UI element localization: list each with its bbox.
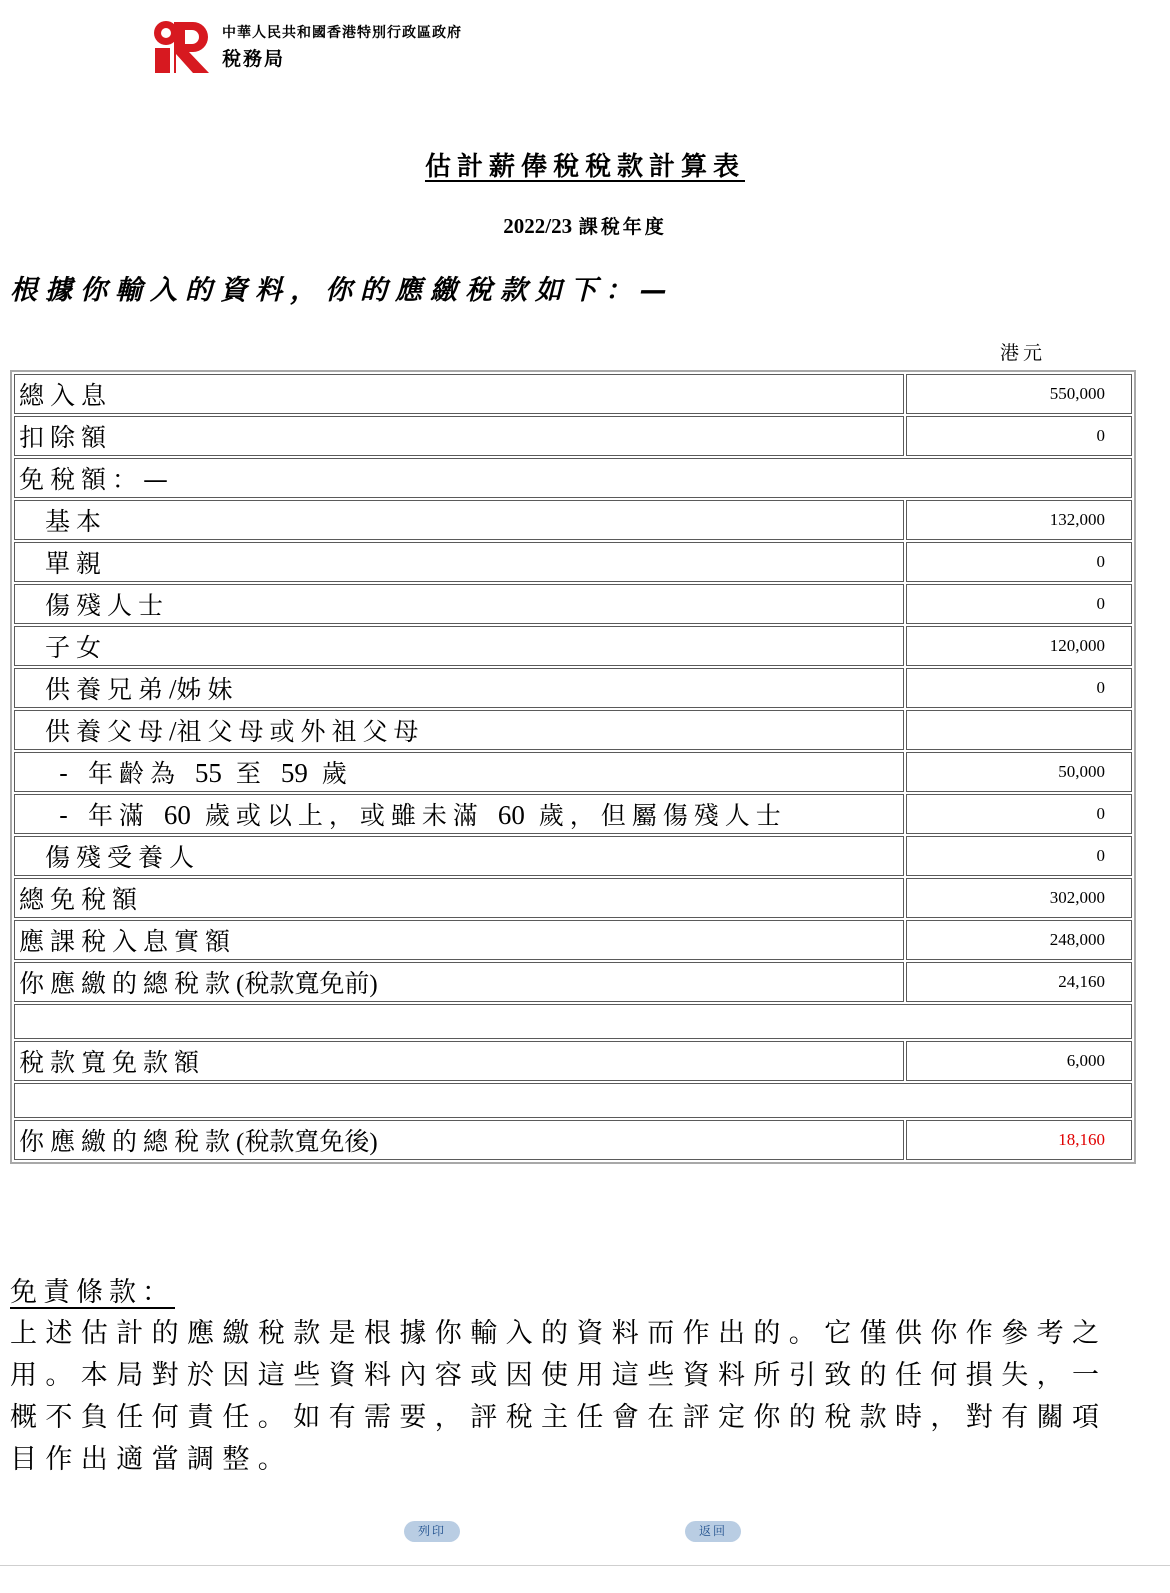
separator: / <box>169 716 177 746</box>
total-allowances-value: 302,000 <box>906 878 1132 918</box>
age-number: 55 <box>194 758 222 788</box>
disabled-person-label: 傷殘人士 <box>14 584 904 624</box>
basic-allowance-label: 基本 <box>14 500 904 540</box>
tax-before-reduction-value: 24,160 <box>906 962 1132 1002</box>
net-chargeable-income-value: 248,000 <box>906 920 1132 960</box>
tax-computation-table <box>10 370 1136 1164</box>
siblings-label <box>14 668 904 708</box>
disclaimer-body: 上述估計的應繳稅款是根據你輸入的資料而作出的。它僅供你作參考之用。本局對於因這些資料內容或因使用這些資料所引致的任何損失，一概不負任何責任。如有需要，評稅主任會在評定你的稅款時，對有關項目作出適當調整。 <box>10 1318 1108 1475</box>
deductions-label: 扣除額 <box>14 416 904 456</box>
parents-label-a: 供養父母 <box>45 717 170 746</box>
net-chargeable-income-label: 應課稅入息實額 <box>14 920 904 960</box>
assessment-year <box>0 212 1170 239</box>
age-number: 60 <box>163 800 191 830</box>
table-row <box>14 668 1132 708</box>
header <box>150 18 650 78</box>
text-part: 歲 <box>307 759 353 788</box>
text-part: 歲，但屬傷殘人士 <box>524 801 787 830</box>
spacer-row <box>14 1004 1132 1039</box>
table-row <box>14 416 1132 456</box>
government-name: 中華人民共和國香港特別行政區政府 <box>222 25 462 41</box>
total-income-value: 550,000 <box>906 374 1132 414</box>
text-part: (稅款寬免後) <box>236 1129 378 1156</box>
tax-after-reduction-value: 18,160 <box>906 1120 1132 1160</box>
table-row <box>14 794 1132 834</box>
disabled-dependant-label: 傷殘受養人 <box>14 836 904 876</box>
tax-before-reduction-label <box>14 962 904 1002</box>
table-row <box>14 1120 1132 1160</box>
siblings-value: 0 <box>906 668 1132 708</box>
currency-label: 港元 <box>1000 342 1047 364</box>
parents-60-value: 0 <box>906 794 1132 834</box>
ird-logo <box>153 20 211 74</box>
page-title: 估計薪俸稅稅款計算表 <box>424 152 745 182</box>
text-part: (稅款寬免前) <box>236 971 378 998</box>
tax-after-reduction-label <box>14 1120 904 1160</box>
table-row <box>14 752 1132 792</box>
intro-text: 根據你輸入的資料，你的應繳稅款如下：— <box>10 275 675 306</box>
parents-value <box>906 710 1132 750</box>
table-row <box>14 1041 1132 1081</box>
empty-cell <box>14 1083 1132 1118</box>
total-allowances-label: 總免稅額 <box>14 878 904 918</box>
deductions-value: 0 <box>906 416 1132 456</box>
parents-60-label <box>14 794 904 834</box>
table-row <box>14 836 1132 876</box>
age-number: 60 <box>497 800 525 830</box>
spacer-row <box>14 1083 1132 1118</box>
parents-55-59-label <box>14 752 904 792</box>
allowances-header: 免稅額：— <box>14 458 1132 498</box>
parents-label <box>14 710 904 750</box>
table-row <box>14 458 1132 498</box>
disabled-dependant-value: 0 <box>906 836 1132 876</box>
table-row <box>14 878 1132 918</box>
text-part: 歲或以上，或雖未滿 <box>190 801 498 830</box>
basic-allowance-value: 132,000 <box>906 500 1132 540</box>
text-part: 至 <box>221 759 281 788</box>
department-name: 稅務局 <box>222 48 286 70</box>
children-label: 子女 <box>14 626 904 666</box>
table-row <box>14 500 1132 540</box>
siblings-label-a: 供養兄弟 <box>45 675 170 704</box>
siblings-label-b: 姊妹 <box>176 675 239 704</box>
disabled-person-value: 0 <box>906 584 1132 624</box>
print-button[interactable]: 列印 <box>404 1521 460 1542</box>
table-row <box>14 542 1132 582</box>
text-part: 你應繳的總稅款 <box>19 1127 237 1156</box>
table-row <box>14 710 1132 750</box>
table-row <box>14 962 1132 1002</box>
separator: / <box>169 674 177 704</box>
table-row <box>14 584 1132 624</box>
page-title-wrapper <box>0 146 1170 183</box>
back-button[interactable]: 返回 <box>685 1521 741 1542</box>
parents-label-b: 祖父母或外祖父母 <box>176 717 425 746</box>
table-row <box>14 626 1132 666</box>
parents-55-59-value: 50,000 <box>906 752 1132 792</box>
empty-cell <box>14 1004 1132 1039</box>
single-parent-label: 單親 <box>14 542 904 582</box>
single-parent-value: 0 <box>906 542 1132 582</box>
children-value: 120,000 <box>906 626 1132 666</box>
table-row <box>14 920 1132 960</box>
age-number: 59 <box>280 758 308 788</box>
disclaimer-heading: 免責條款： <box>10 1277 175 1308</box>
year-value: 2022/23 <box>503 214 573 238</box>
table-row <box>14 374 1132 414</box>
year-label: 課稅年度 <box>578 216 667 238</box>
tax-reduction-value: 6,000 <box>906 1041 1132 1081</box>
divider <box>0 1565 1170 1566</box>
text-part: - 年滿 <box>59 801 164 830</box>
total-income-label: 總入息 <box>14 374 904 414</box>
text-part: 你應繳的總稅款 <box>19 969 237 998</box>
tax-reduction-label: 稅款寬免款額 <box>14 1041 904 1081</box>
text-part: - 年齡為 <box>59 759 195 788</box>
